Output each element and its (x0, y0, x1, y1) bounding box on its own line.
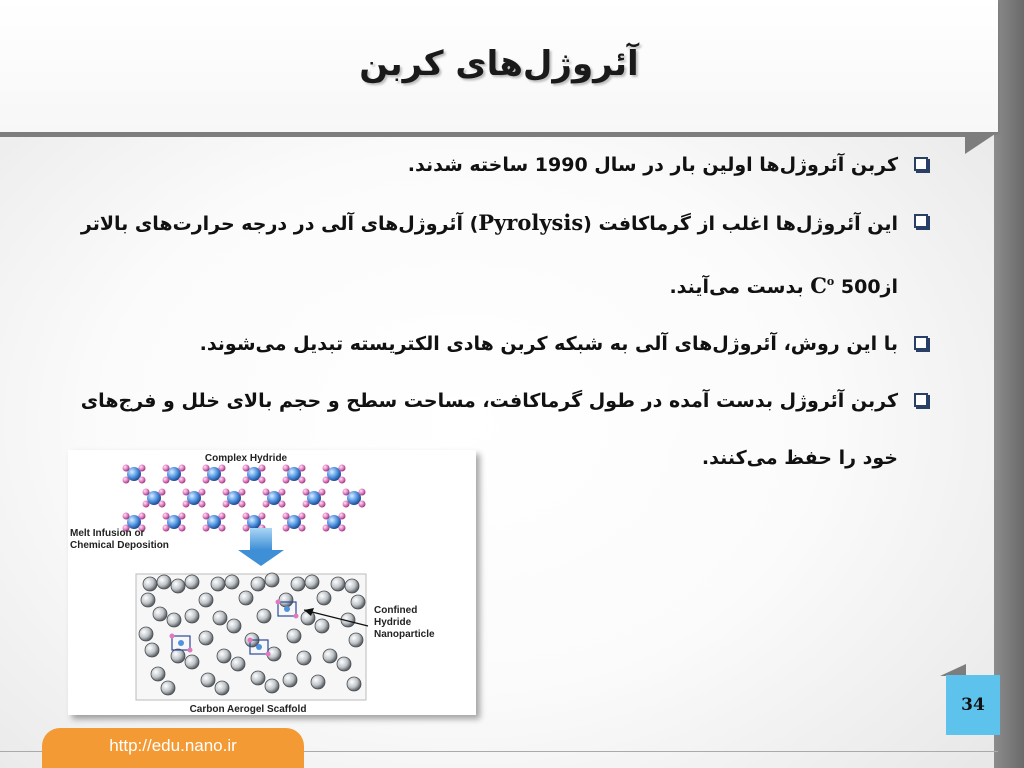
process-arrow (238, 528, 284, 566)
checkbox-bullet-icon (914, 336, 928, 350)
header-corner (965, 132, 998, 154)
checkbox-bullet-icon (914, 214, 928, 228)
label-hydride: Hydride (374, 617, 412, 628)
bullet-text: از (880, 276, 898, 298)
checkbox-bullet-icon (914, 393, 928, 407)
bullet-text: با این روش، آئروژل‌های آلی به شبکه کربن هادی الکتریسته تبدیل می‌شوند. (199, 333, 898, 355)
label-confined: Confined (374, 605, 418, 616)
right-decor-bar (994, 0, 1024, 768)
label-chemical-deposition: Chemical Deposition (70, 540, 169, 551)
footer-url-link[interactable]: http://edu.nano.ir (42, 728, 304, 768)
header-divider (0, 132, 965, 137)
bullet-item (30, 207, 928, 303)
bullet-item (30, 150, 928, 181)
page-number: 34 (946, 675, 1000, 735)
bullet-line-2: خود را حفظ می‌کنند. (701, 447, 898, 469)
slide-title: آئروژل‌های کربن (359, 44, 639, 84)
bullet-text: ) آئروژل‌های آلی در درجه حرارت‌های بالاتر (80, 213, 479, 235)
pyrolysis-term: Pyrolysis (478, 210, 584, 235)
bullet-line-2 (30, 266, 898, 303)
label-melt-infusion: Melt Infusion or (70, 528, 145, 539)
bullet-text: 500 بدست می‌آیند. (669, 276, 881, 298)
bullet-text: این آئروژل‌ها اغلب از گرماکافت ( (583, 213, 898, 235)
bullet-text: کربن آئروژل‌ها اولین بار در سال 1990 ساخته شدند. (407, 154, 898, 176)
unit-letter: C (810, 273, 827, 298)
complex-hydride-lattice (123, 465, 366, 532)
degree-sign: o (826, 275, 835, 288)
bullet-item (30, 329, 928, 360)
temperature-unit (810, 273, 834, 298)
bullet-text: کربن آئروژل بدست آمده در طول گرماکافت، مساحت سطح و حجم بالای خلل و فرج‌های (80, 390, 898, 412)
checkbox-bullet-icon (914, 157, 928, 171)
aerogel-diagram (68, 450, 476, 715)
label-complex-hydride: Complex Hydride (204, 453, 288, 464)
label-carbon-aerogel-scaffold: Carbon Aerogel Scaffold (189, 704, 307, 715)
slide-content (30, 150, 928, 474)
label-nanoparticle: Nanoparticle (374, 629, 435, 640)
